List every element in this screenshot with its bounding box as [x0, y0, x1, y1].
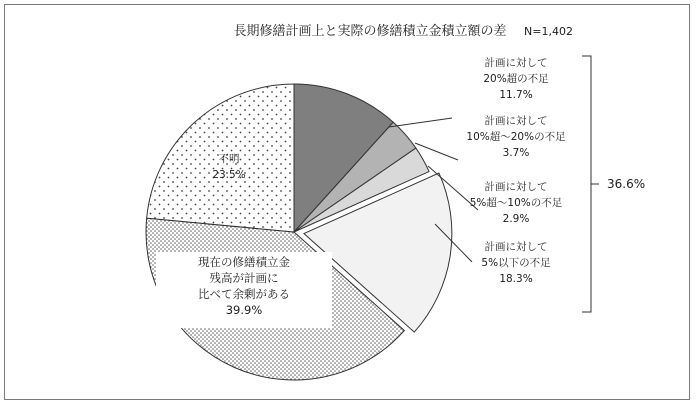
slice-name-label: 比べて余剰がある — [198, 287, 290, 301]
chart-title: 長期修繕計画上と実際の修繕積立金積立額の差 — [233, 24, 507, 39]
slice-name-label: 計画に対して — [484, 57, 548, 69]
slice-value-label: 39.9% — [225, 303, 263, 317]
slice-value-label: 2.9% — [502, 213, 530, 225]
slice-name-label: 現在の修繕積立金 — [198, 255, 290, 269]
pie-slices — [146, 84, 452, 380]
slice-name-label: 10%超～20%の不足 — [466, 131, 566, 143]
slice-name-label: 計画に対して — [484, 115, 548, 127]
slice-name-label: 計画に対して — [484, 241, 548, 253]
slice-value-label: 23.5% — [212, 169, 246, 181]
slice-name-label: 5%以下の不足 — [481, 257, 551, 269]
bracket — [582, 56, 599, 312]
slice-value-label: 18.3% — [499, 273, 533, 285]
slice-name-label: 計画に対して — [484, 181, 548, 193]
leader-line — [389, 118, 452, 127]
sample-size: N=1,402 — [524, 25, 573, 38]
slice-value-label: 11.7% — [499, 89, 533, 101]
slice-value-label: 3.7% — [502, 147, 530, 159]
slice-name-label: 5%超～10%の不足 — [469, 197, 563, 209]
slice-name-label: 残高が計画に — [209, 271, 279, 285]
slice-name-label: 20%超の不足 — [483, 73, 549, 85]
slice-name-label: 不明 — [218, 153, 240, 165]
bracket-total: 36.6% — [607, 177, 646, 191]
